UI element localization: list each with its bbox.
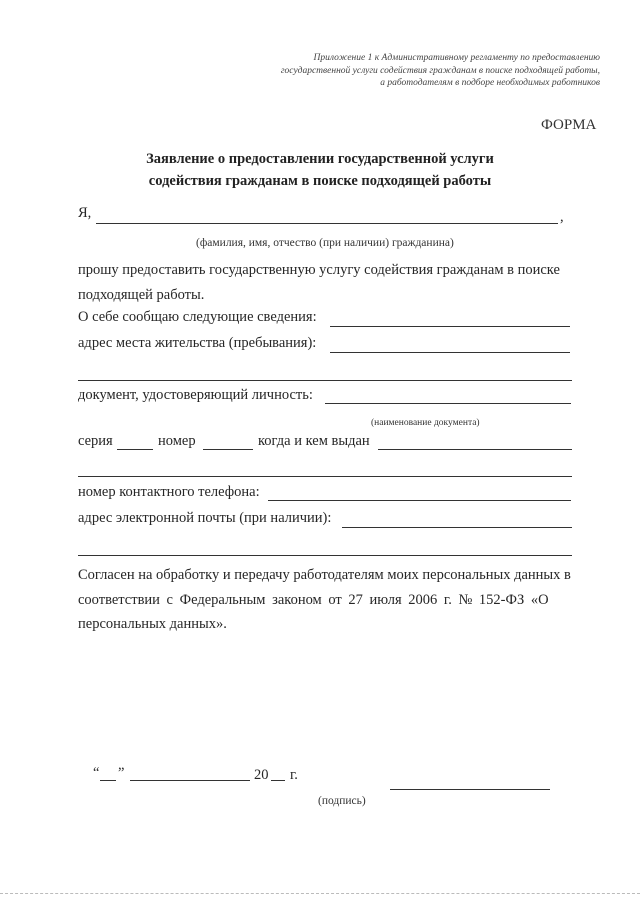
date-year-field[interactable] <box>271 780 285 781</box>
about-label: О себе сообщаю следующие сведения: <box>78 309 317 325</box>
applicant-prefix: Я, <box>78 205 92 221</box>
series-label: серия <box>78 433 113 449</box>
annex-header-line-3: а работодателям в подборе необходимых работников <box>380 78 600 88</box>
address-field[interactable] <box>330 352 570 353</box>
issued-label: когда и кем выдан <box>258 433 370 449</box>
address-field-continuation[interactable] <box>78 380 572 381</box>
email-field[interactable] <box>342 527 572 528</box>
annex-header <box>180 52 600 90</box>
signature-caption: (подпись) <box>318 795 366 807</box>
number-label: номер <box>158 433 196 449</box>
consent-line-2: соответствии с Федеральным законом от 27 июля 2006 г. № 152-ФЗ «О <box>78 591 549 608</box>
date-year-suffix: г. <box>290 767 298 783</box>
issued-field-continuation[interactable] <box>78 476 572 477</box>
applicant-name-field[interactable] <box>96 223 558 224</box>
phone-label: номер контактного телефона: <box>78 484 260 500</box>
applicant-name-comma: , <box>560 209 564 225</box>
phone-field[interactable] <box>268 500 571 501</box>
request-text-line-2: подходящей работы. <box>78 286 205 303</box>
fio-caption: (фамилия, имя, отчество (при наличии) гражданина) <box>196 237 454 249</box>
issued-field[interactable] <box>378 449 572 450</box>
date-quote-open: “ <box>93 765 100 781</box>
consent-text <box>78 563 595 637</box>
consent-line-1: Согласен на обработку и передачу работодателям моих персональных данных в <box>78 567 571 583</box>
consent-line-3: персональных данных». <box>78 616 227 632</box>
address-label: адрес места жительства (пребывания): <box>78 335 317 351</box>
form-label: ФОРМА <box>541 117 597 133</box>
annex-header-line-2: государственной услуги содействия гражданам в поиске подходящей работы, <box>280 65 600 76</box>
signature-field[interactable] <box>390 789 550 790</box>
request-text <box>78 258 595 307</box>
annex-header-line-1: Приложение 1 к Административному регламенту по предоставлению <box>313 53 600 63</box>
document-title-line-2: содействия гражданам в поиске подходящей работы <box>148 173 492 189</box>
email-label: адрес электронной почты (при наличии): <box>78 510 332 526</box>
about-field[interactable] <box>330 326 570 327</box>
date-month-field[interactable] <box>130 780 250 781</box>
series-field[interactable] <box>117 449 153 450</box>
request-text-line-1: прошу предоставить государственную услугу содействия гражданам в поиске <box>78 262 560 278</box>
document-field[interactable] <box>325 403 571 404</box>
date-quote-close: ” <box>118 765 125 781</box>
document-label: документ, удостоверяющий личность: <box>78 387 313 403</box>
email-field-continuation[interactable] <box>78 555 572 556</box>
document-caption: (наименование документа) <box>371 418 480 428</box>
date-year-prefix: 20 <box>254 767 269 783</box>
number-field[interactable] <box>203 449 253 450</box>
scan-edge <box>0 893 640 894</box>
document-title-line-1: Заявление о предоставлении государственной услуги <box>146 151 494 167</box>
date-day-field[interactable] <box>100 780 116 781</box>
document-title <box>0 148 640 192</box>
